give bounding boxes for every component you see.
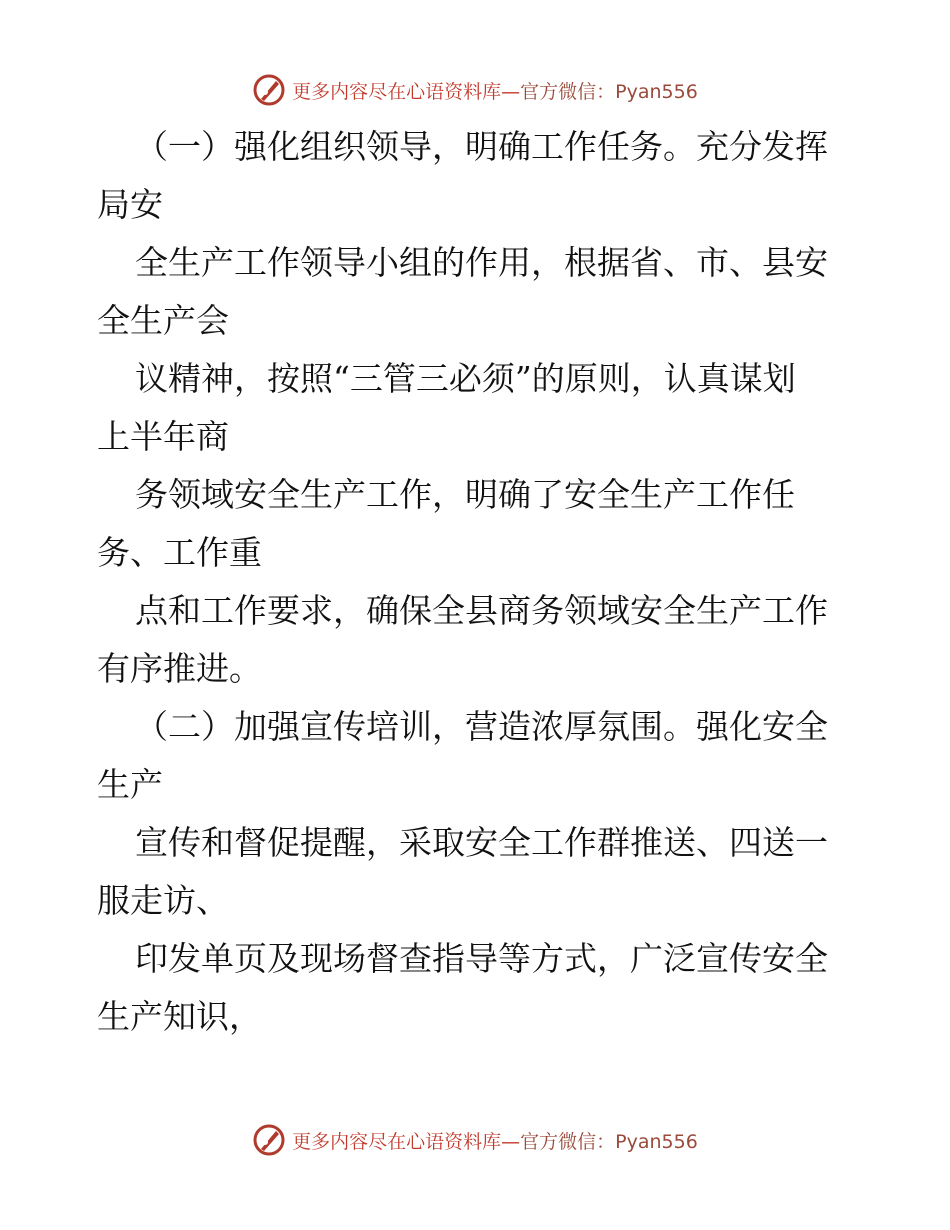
- text-line: 上半年商: [97, 417, 229, 456]
- text-line: （二）加强宣传培训，营造浓厚氛围。强化安全: [135, 707, 828, 746]
- text-line: 全生产工作领导小组的作用，根据省、市、县安: [135, 243, 828, 282]
- footer-banner: [0, 1120, 950, 1160]
- text-line: 生产: [97, 765, 163, 804]
- text-line: 务、工作重: [97, 533, 262, 572]
- text-line: 议精神，按照“三管三必须”的原则，认真谋划: [135, 359, 796, 398]
- footer-banner-text: 更多内容尽在心语资料库—官方微信：Pyan556: [292, 1130, 698, 1153]
- text-line: 印发单页及现场督查指导等方式，广泛宣传安全: [135, 939, 828, 978]
- text-line: 宣传和督促提醒，采取安全工作群推送、四送一: [135, 823, 828, 862]
- document-body: [97, 118, 857, 1046]
- header-banner: [0, 70, 950, 110]
- text-line: 生产知识，: [97, 997, 262, 1036]
- text-line: （一）强化组织领导，明确工作任务。充分发挥: [135, 127, 828, 166]
- header-banner-text: 更多内容尽在心语资料库—官方微信：Pyan556: [292, 80, 698, 103]
- text-line: 局安: [97, 185, 163, 224]
- quill-pen-logo-icon: [252, 73, 286, 107]
- text-line: 有序推进。: [97, 649, 262, 688]
- text-line: 服走访、: [97, 881, 229, 920]
- text-line: 务领域安全生产工作，明确了安全生产工作任: [135, 475, 795, 514]
- quill-pen-logo-icon: [252, 1123, 286, 1157]
- text-line: 全生产会: [97, 301, 229, 340]
- text-line: 点和工作要求，确保全县商务领域安全生产工作: [135, 591, 828, 630]
